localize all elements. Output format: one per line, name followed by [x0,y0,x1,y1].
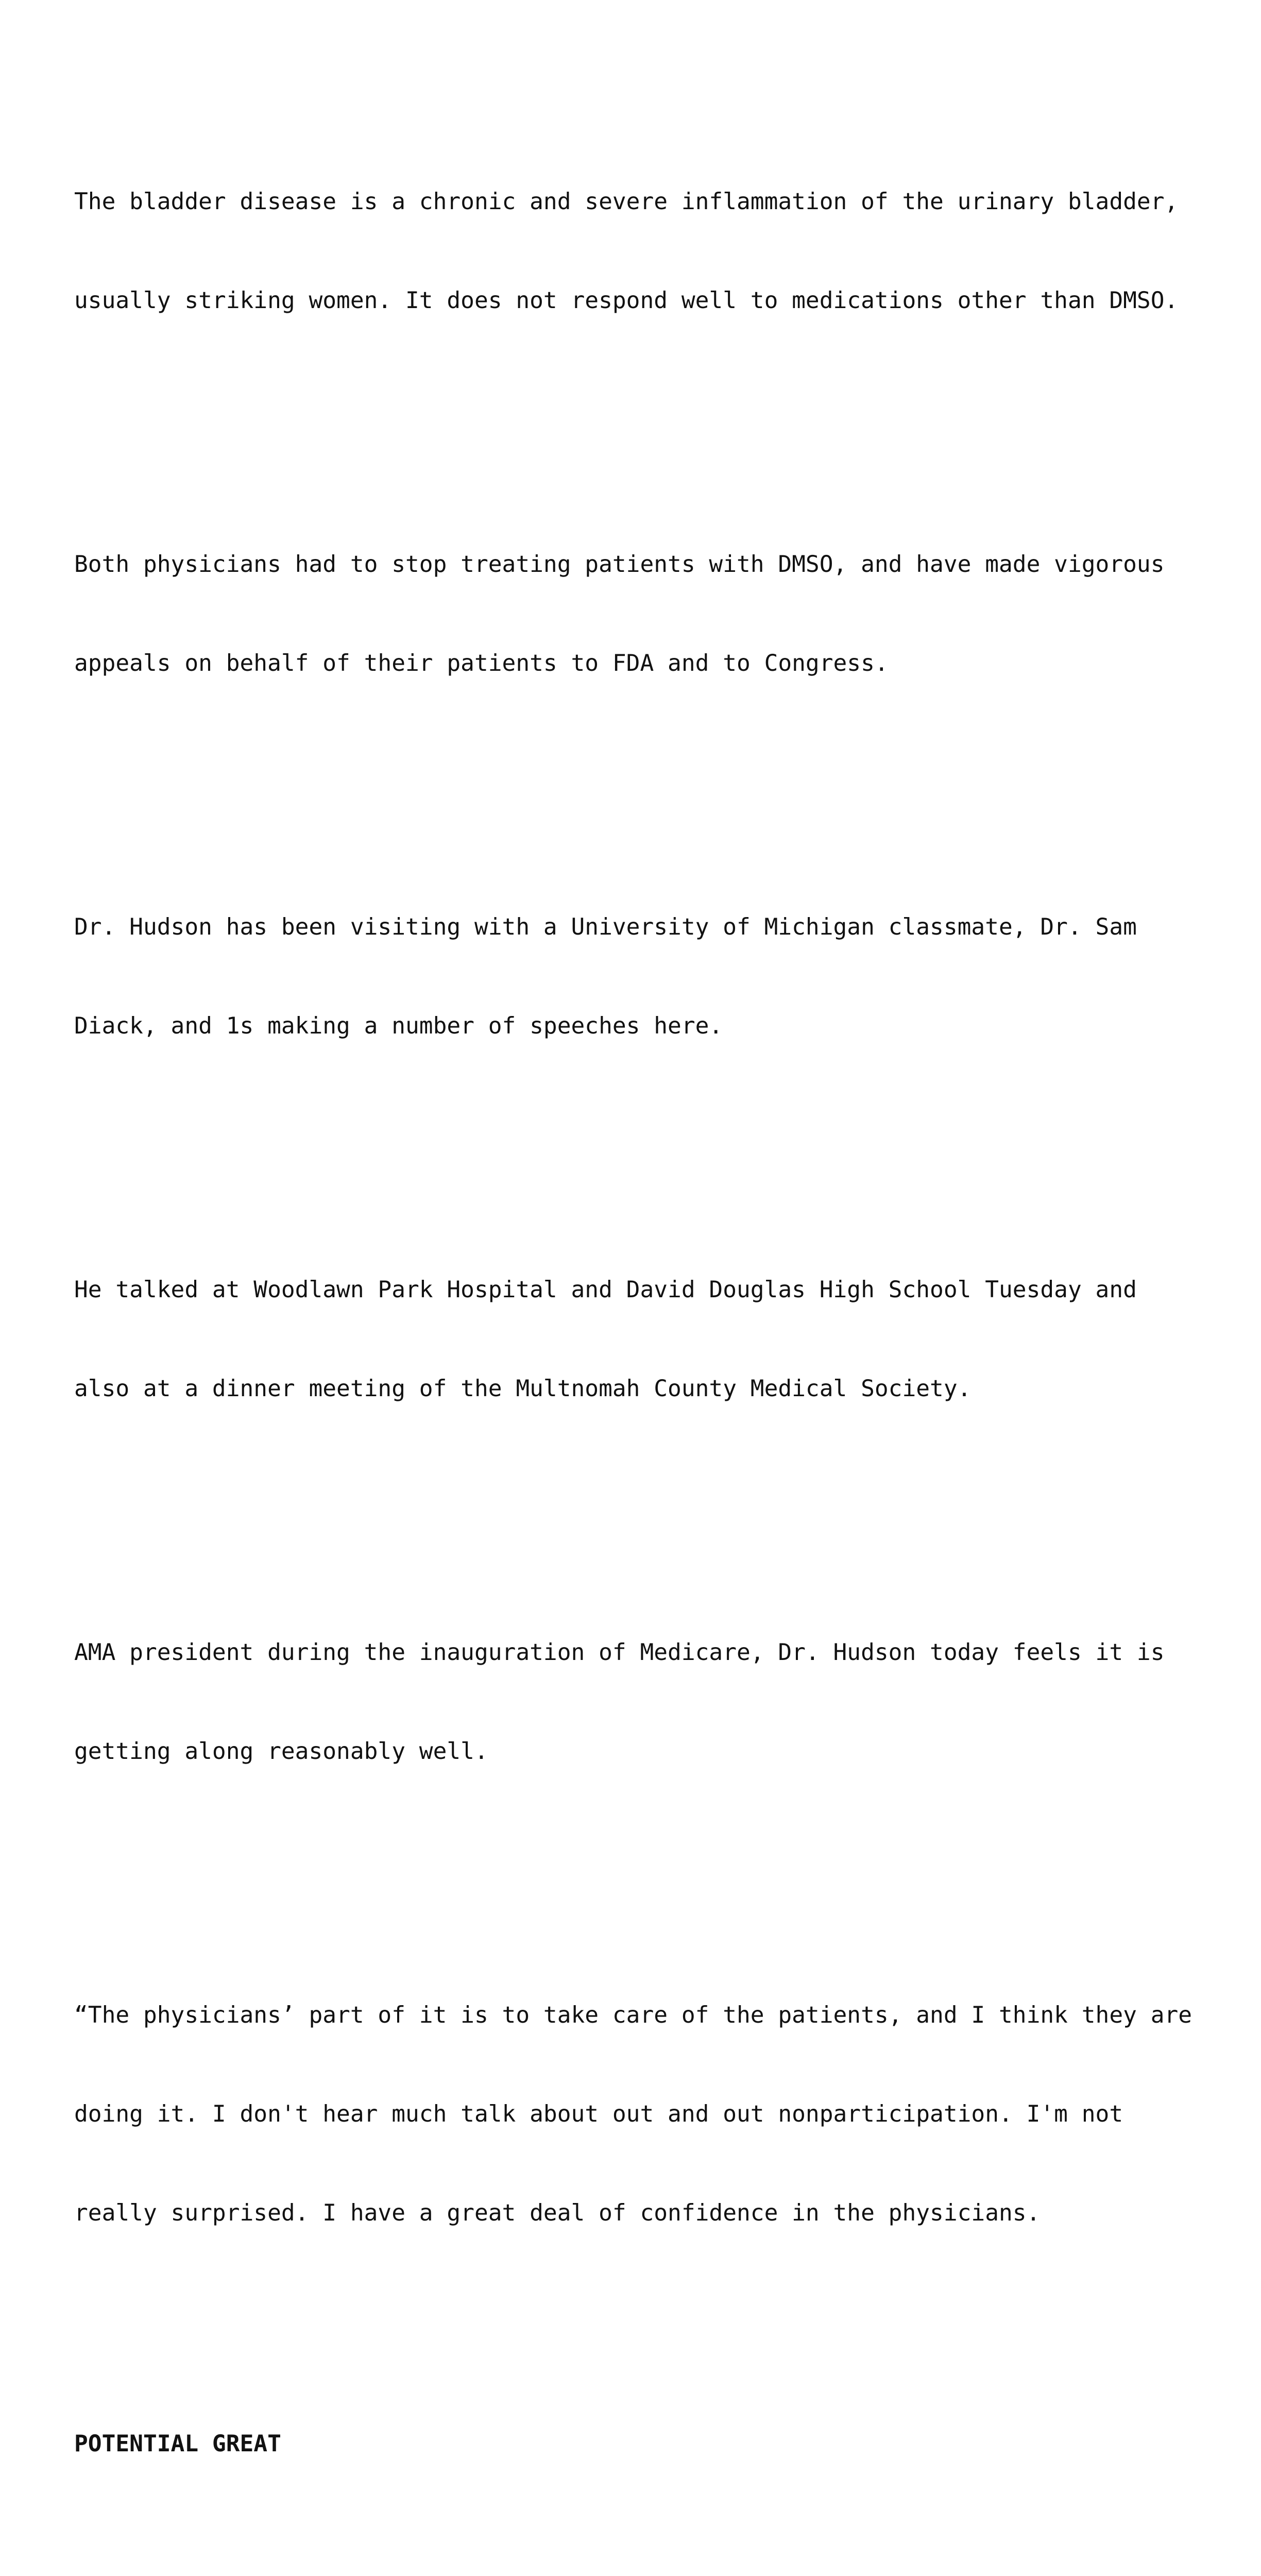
text-line: also at a dinner meeting of the Multnomah County Medical Society. [74,1376,972,1402]
text-line: Both physicians had to stop treating patients with DMSO, and have made vigorous [74,551,1165,578]
text-line: Diack, and 1s making a number of speeches here. [74,1013,723,1039]
text-line: He talked at Woodlawn Park Hospital and David Douglas High School Tuesday and [74,1277,1137,1303]
paragraph [74,120,1207,383]
paragraph [74,482,1207,746]
text-line: appeals on behalf of their patients to FDA and to Congress. [74,650,889,676]
paragraph [74,1933,1207,2296]
text-line: The bladder disease is a chronic and severe inflammation of the urinary bladder, [74,189,1179,215]
text-line: Dr. Hudson has been visiting with a University of Michigan classmate, Dr. Sam [74,914,1137,940]
text-line: usually striking women. It does not respond well to medications other than DMSO. [74,287,1179,314]
text-line: doing it. I don't hear much talk about out and out nonparticipation. I'm not [74,2101,1123,2127]
paragraph [74,1208,1207,1471]
text-line: “The physicians’ part of it is to take care of the patients, and I think they are [74,2002,1192,2028]
text-line: AMA president during the inauguration of Medicare, Dr. Hudson today feels it is [74,1639,1165,1666]
section-heading: POTENTIAL GREAT [74,2431,281,2457]
paragraph [74,845,1207,1109]
text-line: really surprised. I have a great deal of confidence in the physicians. [74,2200,1041,2226]
document-page [74,54,1207,2576]
paragraph [74,1570,1207,1834]
text-line: getting along reasonably well. [74,1738,488,1765]
